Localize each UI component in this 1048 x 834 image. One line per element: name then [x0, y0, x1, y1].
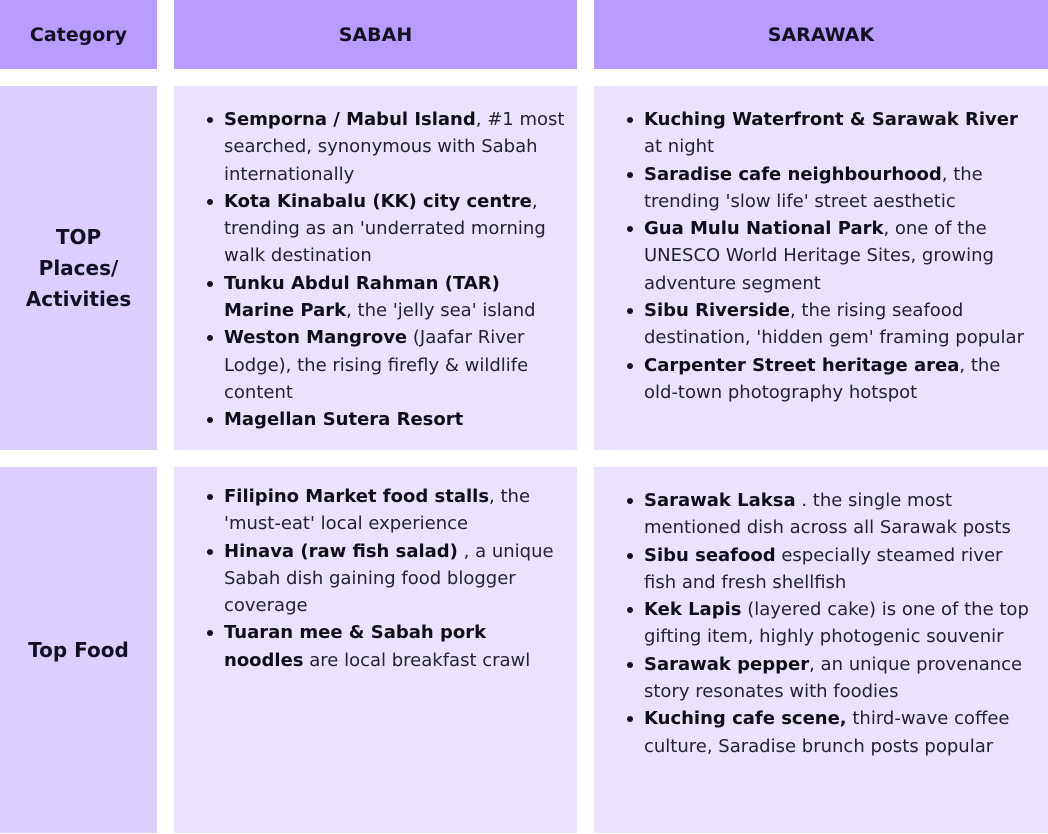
- item-highlight: Kuching cafe scene,: [644, 708, 847, 730]
- item-highlight: Gua Mulu National Park: [644, 218, 884, 240]
- row-label-places-line3: Activities: [25, 286, 132, 311]
- item-description: (layered cake) is one of the top gifting item, highly photogenic souvenir: [644, 599, 1029, 648]
- item-highlight: Hinava (raw fish salad): [224, 540, 458, 562]
- list-item: [224, 106, 569, 188]
- item-description: third-wave coffee culture, Saradise brunch posts popular: [644, 708, 1010, 757]
- list-item: [224, 324, 569, 406]
- food-sabah-list: [224, 483, 569, 674]
- row-label-places: [0, 86, 157, 450]
- row-label-places-line1: TOP: [55, 224, 102, 249]
- item-highlight: Weston Mangrove: [224, 327, 408, 349]
- list-item: [224, 483, 569, 538]
- places-sarawak-cell: [594, 86, 1048, 450]
- item-description: , an unique provenance story resonates with foodies: [644, 653, 1023, 703]
- list-item: [644, 106, 1034, 161]
- item-highlight: Sibu Riverside: [644, 300, 790, 322]
- places-sabah-cell: [174, 86, 577, 450]
- list-item: [224, 406, 569, 433]
- header-category: Category: [0, 0, 157, 69]
- food-sarawak-list: [644, 487, 1034, 760]
- item-description: (Jaafar River Lodge), the rising firefly & wildlife content: [224, 327, 529, 403]
- list-item: [224, 619, 569, 674]
- item-description: , the old-town photography hotspot: [644, 354, 1001, 403]
- item-description: , the 'must-eat' local experience: [224, 486, 531, 535]
- item-highlight: Saradise cafe neighbourhood: [644, 163, 942, 185]
- list-item: [644, 215, 1034, 297]
- item-description: , one of the UNESCO World Heritage Sites, growing adventure segment: [644, 218, 994, 294]
- list-item: [224, 270, 569, 325]
- item-description: , the 'jelly sea' island: [346, 300, 536, 322]
- food-sarawak-cell: [594, 467, 1048, 833]
- item-highlight: Kek Lapis: [644, 599, 742, 621]
- header-sabah: SABAH: [174, 0, 577, 69]
- item-highlight: Sibu seafood: [644, 544, 776, 566]
- list-item: [644, 651, 1034, 706]
- item-description: especially steamed river fish and fresh shellfish: [644, 544, 1003, 593]
- item-highlight: Magellan Sutera Resort: [224, 409, 464, 431]
- item-highlight: Kuching Waterfront & Sarawak River: [644, 109, 1018, 130]
- item-highlight: Semporna / Mabul Island: [224, 109, 476, 130]
- list-item: [644, 705, 1034, 760]
- item-description: , the trending 'slow life' street aesthetic: [644, 163, 983, 212]
- row-label-food: Top Food: [0, 467, 157, 833]
- list-item: [644, 297, 1034, 352]
- places-sabah-list: [224, 106, 569, 434]
- list-item: [644, 596, 1034, 651]
- list-item: [644, 542, 1034, 597]
- list-item: [644, 487, 1034, 542]
- food-sabah-cell: [174, 467, 577, 833]
- item-highlight: Tuaran mee & Sabah pork noodles: [224, 622, 487, 671]
- item-highlight: Carpenter Street heritage area: [644, 354, 960, 376]
- places-sarawak-list: [644, 106, 1034, 406]
- item-highlight: Kota Kinabalu (KK) city centre: [224, 190, 532, 212]
- item-highlight: Sarawak pepper: [644, 653, 810, 675]
- list-item: [224, 538, 569, 620]
- item-description: . the single most mentioned dish across all Sarawak posts: [644, 490, 1011, 539]
- list-item: [224, 188, 569, 270]
- item-description: , the rising seafood destination, 'hidden gem' framing popular: [644, 300, 1024, 349]
- item-description: , #1 most searched, synonymous with Sabah internationally: [224, 109, 565, 185]
- item-highlight: Filipino Market food stalls: [224, 486, 490, 507]
- item-description: , trending as an 'underrated morning walk destination: [224, 190, 546, 267]
- item-description: are local breakfast crawl: [303, 649, 531, 671]
- header-sarawak: SARAWAK: [594, 0, 1048, 69]
- row-label-places-line2: Places/: [38, 255, 119, 280]
- item-description: , a unique Sabah dish gaining food blogger coverage: [224, 540, 554, 617]
- list-item: [644, 161, 1034, 216]
- item-highlight: Sarawak Laksa: [644, 490, 796, 511]
- item-highlight: Tunku Abdul Rahman (TAR) Marine Park: [224, 272, 500, 322]
- list-item: [644, 352, 1034, 407]
- item-description: at night: [644, 136, 715, 158]
